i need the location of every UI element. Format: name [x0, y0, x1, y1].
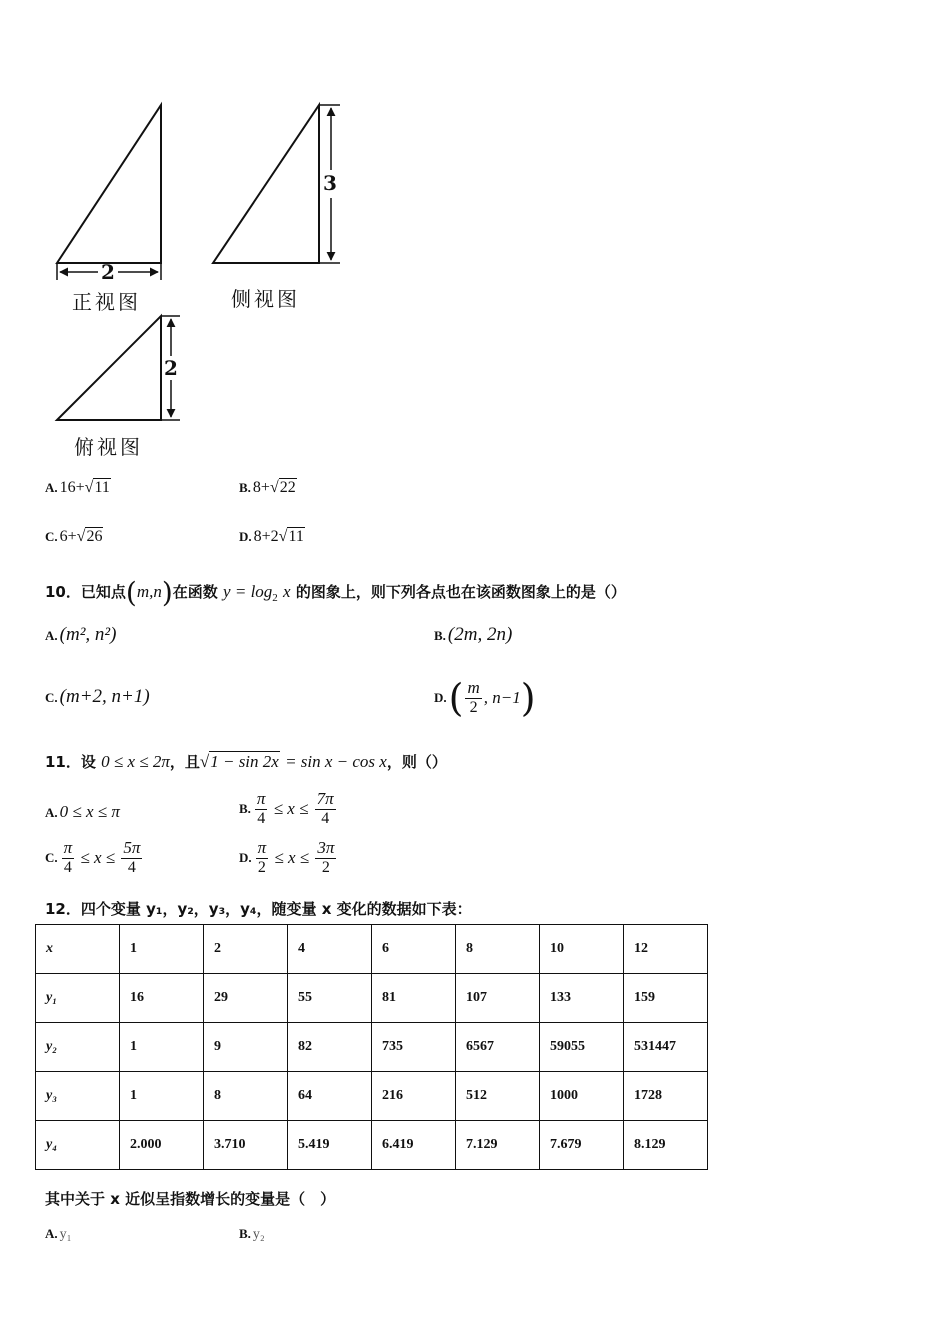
numerator: π [256, 789, 266, 808]
top-view-label: 俯视图 [74, 435, 143, 459]
option-letter: B. [239, 480, 251, 495]
fraction-right [315, 790, 336, 827]
table-cell: 55 [288, 974, 372, 1023]
option-letter: A. [45, 480, 58, 495]
q12-question: 其中关于 x 近似呈指数增长的变量是（ ） [45, 1190, 336, 1208]
inequality: ≤ x ≤ [76, 847, 120, 867]
table-cell: 4 [288, 925, 372, 974]
side-view-triangle [213, 105, 340, 263]
fraction-left [62, 839, 75, 876]
top-view-triangle [57, 316, 180, 420]
q11-option-b[interactable] [239, 790, 338, 827]
sqrt-sign: √ [199, 752, 210, 771]
table-cell: 2.000 [120, 1121, 204, 1170]
table-cell: 133 [540, 974, 624, 1023]
option-text: (m², n²) [59, 624, 117, 645]
option-letter: B. [239, 800, 251, 816]
fraction-left [255, 790, 268, 827]
function-var: x [283, 582, 291, 601]
radicand: 26 [86, 528, 103, 545]
q9-option-d[interactable]: D. 8+2√11 [239, 528, 304, 545]
table-cell: 2 [204, 925, 288, 974]
log-base: 2 [272, 592, 278, 604]
q11-option-d[interactable] [239, 839, 338, 876]
option-letter: D. [239, 849, 252, 865]
numerator: 5π [123, 838, 141, 857]
fraction [465, 679, 481, 716]
table-row [36, 925, 708, 974]
q10-option-c[interactable] [45, 686, 150, 708]
radicand: 22 [279, 479, 296, 496]
stem-text: ，且 [169, 753, 200, 771]
table-row-header: x [36, 925, 120, 974]
numerator: π [257, 838, 267, 857]
q11-option-c[interactable] [45, 839, 144, 876]
table-cell: 16 [120, 974, 204, 1023]
table-row-header: y₄ [36, 1121, 120, 1170]
option-letter: D. [434, 690, 447, 705]
table-cell: 10 [540, 925, 624, 974]
table-cell: 1 [120, 1023, 204, 1072]
fraction-left [256, 839, 269, 876]
option-letter: B. [239, 1226, 251, 1241]
table-cell: 59055 [540, 1023, 624, 1072]
option-letter: A. [45, 1226, 58, 1241]
table-cell: 29 [204, 974, 288, 1023]
question-number: 10． [45, 583, 81, 601]
q9-option-a[interactable]: A. 16+√11 [45, 479, 110, 496]
table-cell: 8.129 [624, 1121, 708, 1170]
side-view-label: 侧视图 [231, 287, 300, 311]
option-letter: A. [45, 805, 58, 820]
table-cell: 6 [372, 925, 456, 974]
top-view-dimension: 2 [164, 356, 178, 380]
paren: ( [125, 576, 137, 609]
option-text: (m+2, n+1) [59, 686, 150, 707]
function-expr: y = log [223, 582, 273, 601]
stem-text: 四个变量 y₁，y₂，y₃，y₄，随变量 x 变化的数据如下表： [80, 900, 472, 918]
inequality: ≤ x ≤ [269, 798, 313, 818]
point-expr: m,n [136, 582, 162, 601]
q10-option-b[interactable] [434, 624, 512, 646]
table-row-header: y₃ [36, 1072, 120, 1121]
radicand: 11 [288, 528, 304, 545]
option-text: 8+ [252, 479, 270, 496]
stem-text: 已知点 [80, 583, 126, 601]
table-cell: 8 [456, 925, 540, 974]
q10-stem [45, 576, 626, 609]
front-view-triangle [57, 105, 161, 280]
denominator: 4 [63, 858, 72, 876]
fraction-right [121, 839, 142, 876]
stem-text: 在函数 [172, 583, 218, 601]
option-text: 16+ [59, 479, 85, 496]
table-cell: 735 [372, 1023, 456, 1072]
table-cell: 81 [372, 974, 456, 1023]
option-letter: C. [45, 849, 58, 865]
table-row [36, 1023, 708, 1072]
paren: ) [520, 676, 536, 720]
denominator: 2 [321, 858, 330, 876]
radicand: 11 [94, 479, 110, 496]
stem-text: ，则（） [386, 753, 447, 771]
option-letter: C. [45, 690, 58, 705]
table-cell: 216 [372, 1072, 456, 1121]
table-cell: 64 [288, 1072, 372, 1121]
option-text: 6+ [59, 528, 77, 545]
data-table [35, 924, 708, 1170]
table-cell: 9 [204, 1023, 288, 1072]
q9-option-c[interactable]: C. 6+√26 [45, 528, 103, 545]
q12-option-a[interactable] [45, 1225, 72, 1243]
denominator: 4 [257, 809, 266, 827]
q11-stem [45, 751, 447, 772]
q9-option-b[interactable]: B. 8+√22 [239, 479, 296, 496]
q12-option-b[interactable] [239, 1225, 265, 1243]
table-cell: 82 [288, 1023, 372, 1072]
table-cell: 5.419 [288, 1121, 372, 1170]
table-cell: 1 [120, 925, 204, 974]
option-text: (2m, 2n) [447, 624, 513, 645]
table-cell: 1000 [540, 1072, 624, 1121]
table-cell: 159 [624, 974, 708, 1023]
table-cell: 531447 [624, 1023, 708, 1072]
q10-option-a[interactable] [45, 624, 116, 646]
option-letter: A. [45, 628, 58, 643]
rhs-expr: = sin x − cos x [285, 752, 387, 771]
table-row [36, 1072, 708, 1121]
table-cell: 6567 [456, 1023, 540, 1072]
denominator: 2 [257, 858, 266, 876]
q10-option-d[interactable] [434, 676, 536, 720]
table-cell: 1728 [624, 1072, 708, 1121]
table-row [36, 974, 708, 1023]
option-text: 8+2 [253, 528, 279, 545]
table-cell: 7.129 [456, 1121, 540, 1170]
question-number: 11． [45, 753, 81, 771]
table-row-header: y₂ [36, 1023, 120, 1072]
option-text: y₂ [252, 1227, 265, 1242]
numerator: 7π [316, 789, 334, 808]
option-letter: D. [239, 529, 252, 544]
three-view-figure [0, 0, 400, 460]
radicand: 1 − sin 2x [210, 752, 279, 771]
table-cell: 107 [456, 974, 540, 1023]
option-text: , n−1 [483, 688, 521, 707]
q11-option-a[interactable] [45, 802, 120, 822]
table-row-header: y₁ [36, 974, 120, 1023]
front-view-dimension: 2 [101, 260, 115, 284]
stem-text: 的图象上，则下列各点也在该函数图象上的是（） [295, 583, 626, 601]
inequality: ≤ x ≤ [270, 847, 314, 867]
question-number: 12． [45, 900, 81, 918]
side-view-dimension: 3 [323, 171, 337, 195]
range-expr: 0 ≤ x ≤ 2π [101, 752, 170, 771]
denominator: 2 [469, 699, 478, 717]
table-cell: 3.710 [204, 1121, 288, 1170]
paren: ) [161, 576, 173, 609]
denominator: 4 [127, 858, 136, 876]
front-view-label: 正视图 [72, 290, 141, 314]
table-cell: 6.419 [372, 1121, 456, 1170]
table-cell: 12 [624, 925, 708, 974]
option-letter: C. [45, 529, 58, 544]
numerator: m [467, 678, 480, 698]
numerator: 3π [317, 838, 335, 857]
option-letter: B. [434, 628, 446, 643]
table-cell: 512 [456, 1072, 540, 1121]
option-text: y₁ [59, 1227, 72, 1242]
table-cell: 1 [120, 1072, 204, 1121]
table-row [36, 1121, 708, 1170]
option-text: 0 ≤ x ≤ π [59, 802, 120, 821]
stem-text: 设 [80, 753, 96, 771]
numerator: π [63, 838, 73, 857]
denominator: 4 [321, 809, 330, 827]
table-cell: 8 [204, 1072, 288, 1121]
table-cell: 7.679 [540, 1121, 624, 1170]
q12-stem [45, 898, 472, 919]
fraction-right [315, 839, 336, 876]
paren: ( [448, 676, 464, 720]
